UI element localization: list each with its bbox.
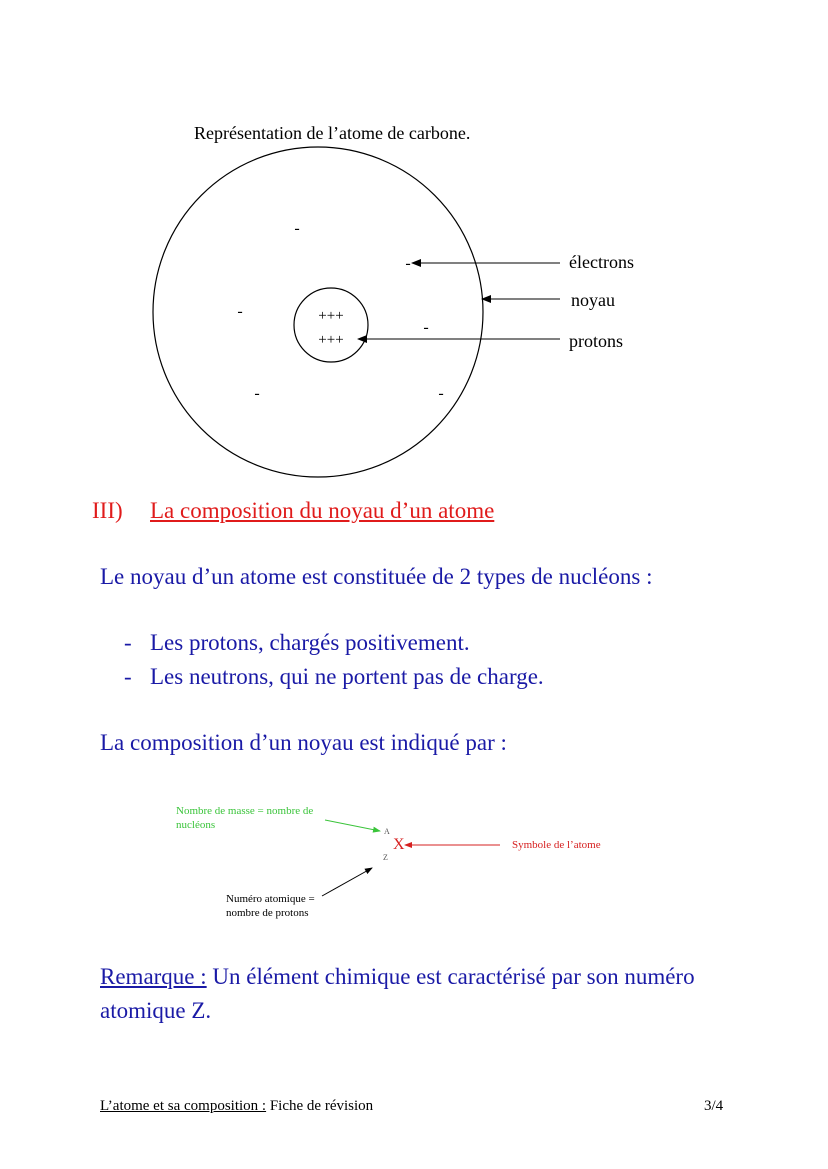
notation-diagram <box>0 780 828 940</box>
footer <box>100 1098 373 1115</box>
section-title: La composition du noyau d’un atome <box>150 498 495 523</box>
nucleus-charges-top: +++ <box>318 308 344 324</box>
label-noyau: noyau <box>571 290 615 310</box>
page-number: 3/4 <box>704 1098 724 1114</box>
figure-title: Représentation de l’atome de carbone. <box>194 123 471 143</box>
element-symbol: X <box>393 836 405 853</box>
electron-6: - <box>438 385 444 402</box>
list-item-text: Les neutrons, qui ne portent pas de charge. <box>150 664 544 689</box>
electron-2: - <box>405 255 411 272</box>
list-item <box>124 664 544 690</box>
section-heading <box>92 498 494 524</box>
label-electrons: électrons <box>569 252 634 272</box>
atomic-number-label: Numéro atomique = nombre de protons <box>226 893 315 919</box>
list-marker: - <box>124 630 132 655</box>
intro-paragraph: Le noyau d’un atome est constituée de 2 types de nucléons : <box>100 564 653 589</box>
list-marker: - <box>124 664 132 689</box>
label-protons: protons <box>569 331 623 351</box>
electron-5: - <box>254 385 260 402</box>
mass-number-symbol: A <box>384 827 390 836</box>
remark-label: Remarque : <box>100 964 207 989</box>
atom-diagram <box>0 0 828 500</box>
nucleus-circle <box>294 288 368 362</box>
footer-subtitle: Fiche de révision <box>269 1098 374 1114</box>
mass-arrow <box>325 820 380 831</box>
electron-4: - <box>423 319 429 336</box>
remark-paragraph <box>100 960 740 1028</box>
section-number: III) <box>92 498 123 523</box>
atomic-number-symbol: Z <box>383 853 388 862</box>
list-item-text: Les protons, chargés positivement. <box>150 630 470 655</box>
remark-text: Un élément chimique est caractérisé par son numéro atomique Z. <box>100 964 695 1023</box>
electron-3: - <box>237 303 243 320</box>
symbol-label: Symbole de l’atome <box>512 839 601 851</box>
list-item <box>124 630 470 656</box>
composition-paragraph: La composition d’un noyau est indiqué par : <box>100 730 507 755</box>
nucleus-charges-bottom: +++ <box>318 332 344 348</box>
mass-number-label: Nombre de masse = nombre de nucléons <box>176 805 314 831</box>
electron-1: - <box>294 220 300 237</box>
footer-title: L’atome et sa composition : <box>100 1098 267 1114</box>
